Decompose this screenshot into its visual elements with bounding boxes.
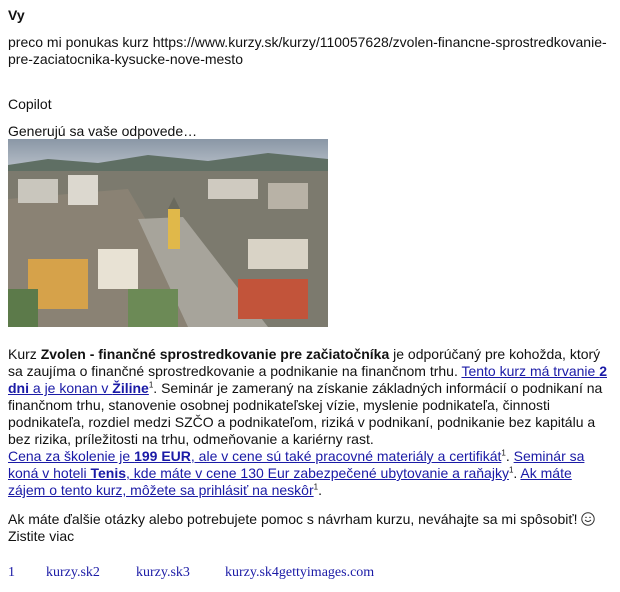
source-link[interactable]: 1: [8, 565, 15, 580]
user-message: preco mi ponukas kurz https://www.kurzy.sk/kurzy/110057628/zvolen-financne-sprostredkovanie-pre-zaciatocnika-kysucke-nove-mesto: [8, 34, 607, 67]
learn-more-label: Zistite viac: [8, 528, 75, 544]
smile-emoji-icon: [581, 512, 595, 526]
hotel-link[interactable]: Seminár sa koná v hoteli Tenis, kde máte v cene 130 Eur zabezpečené ubytovanie a raňajky: [8, 448, 585, 481]
source-link[interactable]: kurzy.sk2: [46, 565, 100, 580]
price-link[interactable]: Cena za školenie je 199 EUR, ale v cene sú také pracovné materiály a certifikát: [8, 448, 502, 464]
user-label: Vy: [8, 7, 25, 23]
source-link[interactable]: kurzy.sk3: [136, 565, 190, 580]
copilot-answer: Kurz Zvolen - finančné sprostredkovanie pre začiatočníka je odporúčaný pre kohožda, ktorý sa zaujíma o finančné sprostredkovanie a podnikanie na finančnom trhu. Tento kurz má trvanie 2 dni a je konan v Žiline$^1$. Seminár je zameraný na získanie základných informácií o podnikaní na finančnom trhu, stanovenie osobnej podnikateľskej vízie, myslenie podnikateľa, činnosti podnikateľa, rozdiel medzi SZČO a podnikateľom, riziká v podnikaní, podnikanie bez kapitálu a bez rizika, príležitosti na trhu, odmeňovanie a kariérny rast. Cena za školenie je 199 EUR, ale v cene sú také pracovné materiály a certifikát$^1$. Seminár sa koná v hoteli Tenis, kde máte v cene 130 Eur zabezpečené ubytovanie a raňajky$^1$. Ak máte zájem o tento kurz, môžete sa prihlásiť na neskôr$^1$.: [8, 346, 607, 498]
answer-text: je odporúčaný pre kohožda, ktorý sa zaujíma o finančné sprostredkovanie a podnikanie na finančnom trhu.: [8, 346, 601, 379]
answer-text: . Seminár je zameraný na získanie základných informácií o podnikaní na finančnom trhu, stanovenie osobnej podnikateľskej vízie, myslenie podnikateľa, činnosti podnikateľa, rozdiel medzi SZČO a podnikateľom, riziká v podnikaní, podnikanie bez kapitálu a bez rizika, príležitosti na trhu, odmeňovanie a kariérny rast.: [8, 380, 603, 447]
followup-message: Ak máte ďalšie otázky alebo potrebujete pomoc s návrham kurzu, neváhajte sa mi spôsobiť! Zistite viac: [8, 511, 612, 545]
generating-status: Generujú sa vaše odpovede…: [8, 123, 198, 139]
citation-ref[interactable]: 1: [501, 448, 506, 458]
city-aerial-photo[interactable]: [8, 139, 328, 327]
course-name: Zvolen - finančné sprostredkovanie pre začiatočníka: [40, 346, 390, 362]
citation-ref[interactable]: 1: [148, 380, 154, 390]
source-link[interactable]: kurzy.sk4gettyimages.com: [225, 565, 375, 580]
citation-ref[interactable]: 1: [508, 465, 514, 475]
copilot-label: Copilot: [8, 96, 52, 112]
signup-link[interactable]: Ak máte zájem o tento kurz, môžete sa prihlásiť na neskôr: [8, 465, 572, 498]
citation-ref[interactable]: 1: [313, 482, 319, 492]
answer-text: Kurz: [8, 346, 41, 362]
photo-illustration: [8, 139, 328, 327]
duration-link[interactable]: Tento kurz má trvanie 2 dni a je konan v Žiline: [8, 363, 607, 396]
